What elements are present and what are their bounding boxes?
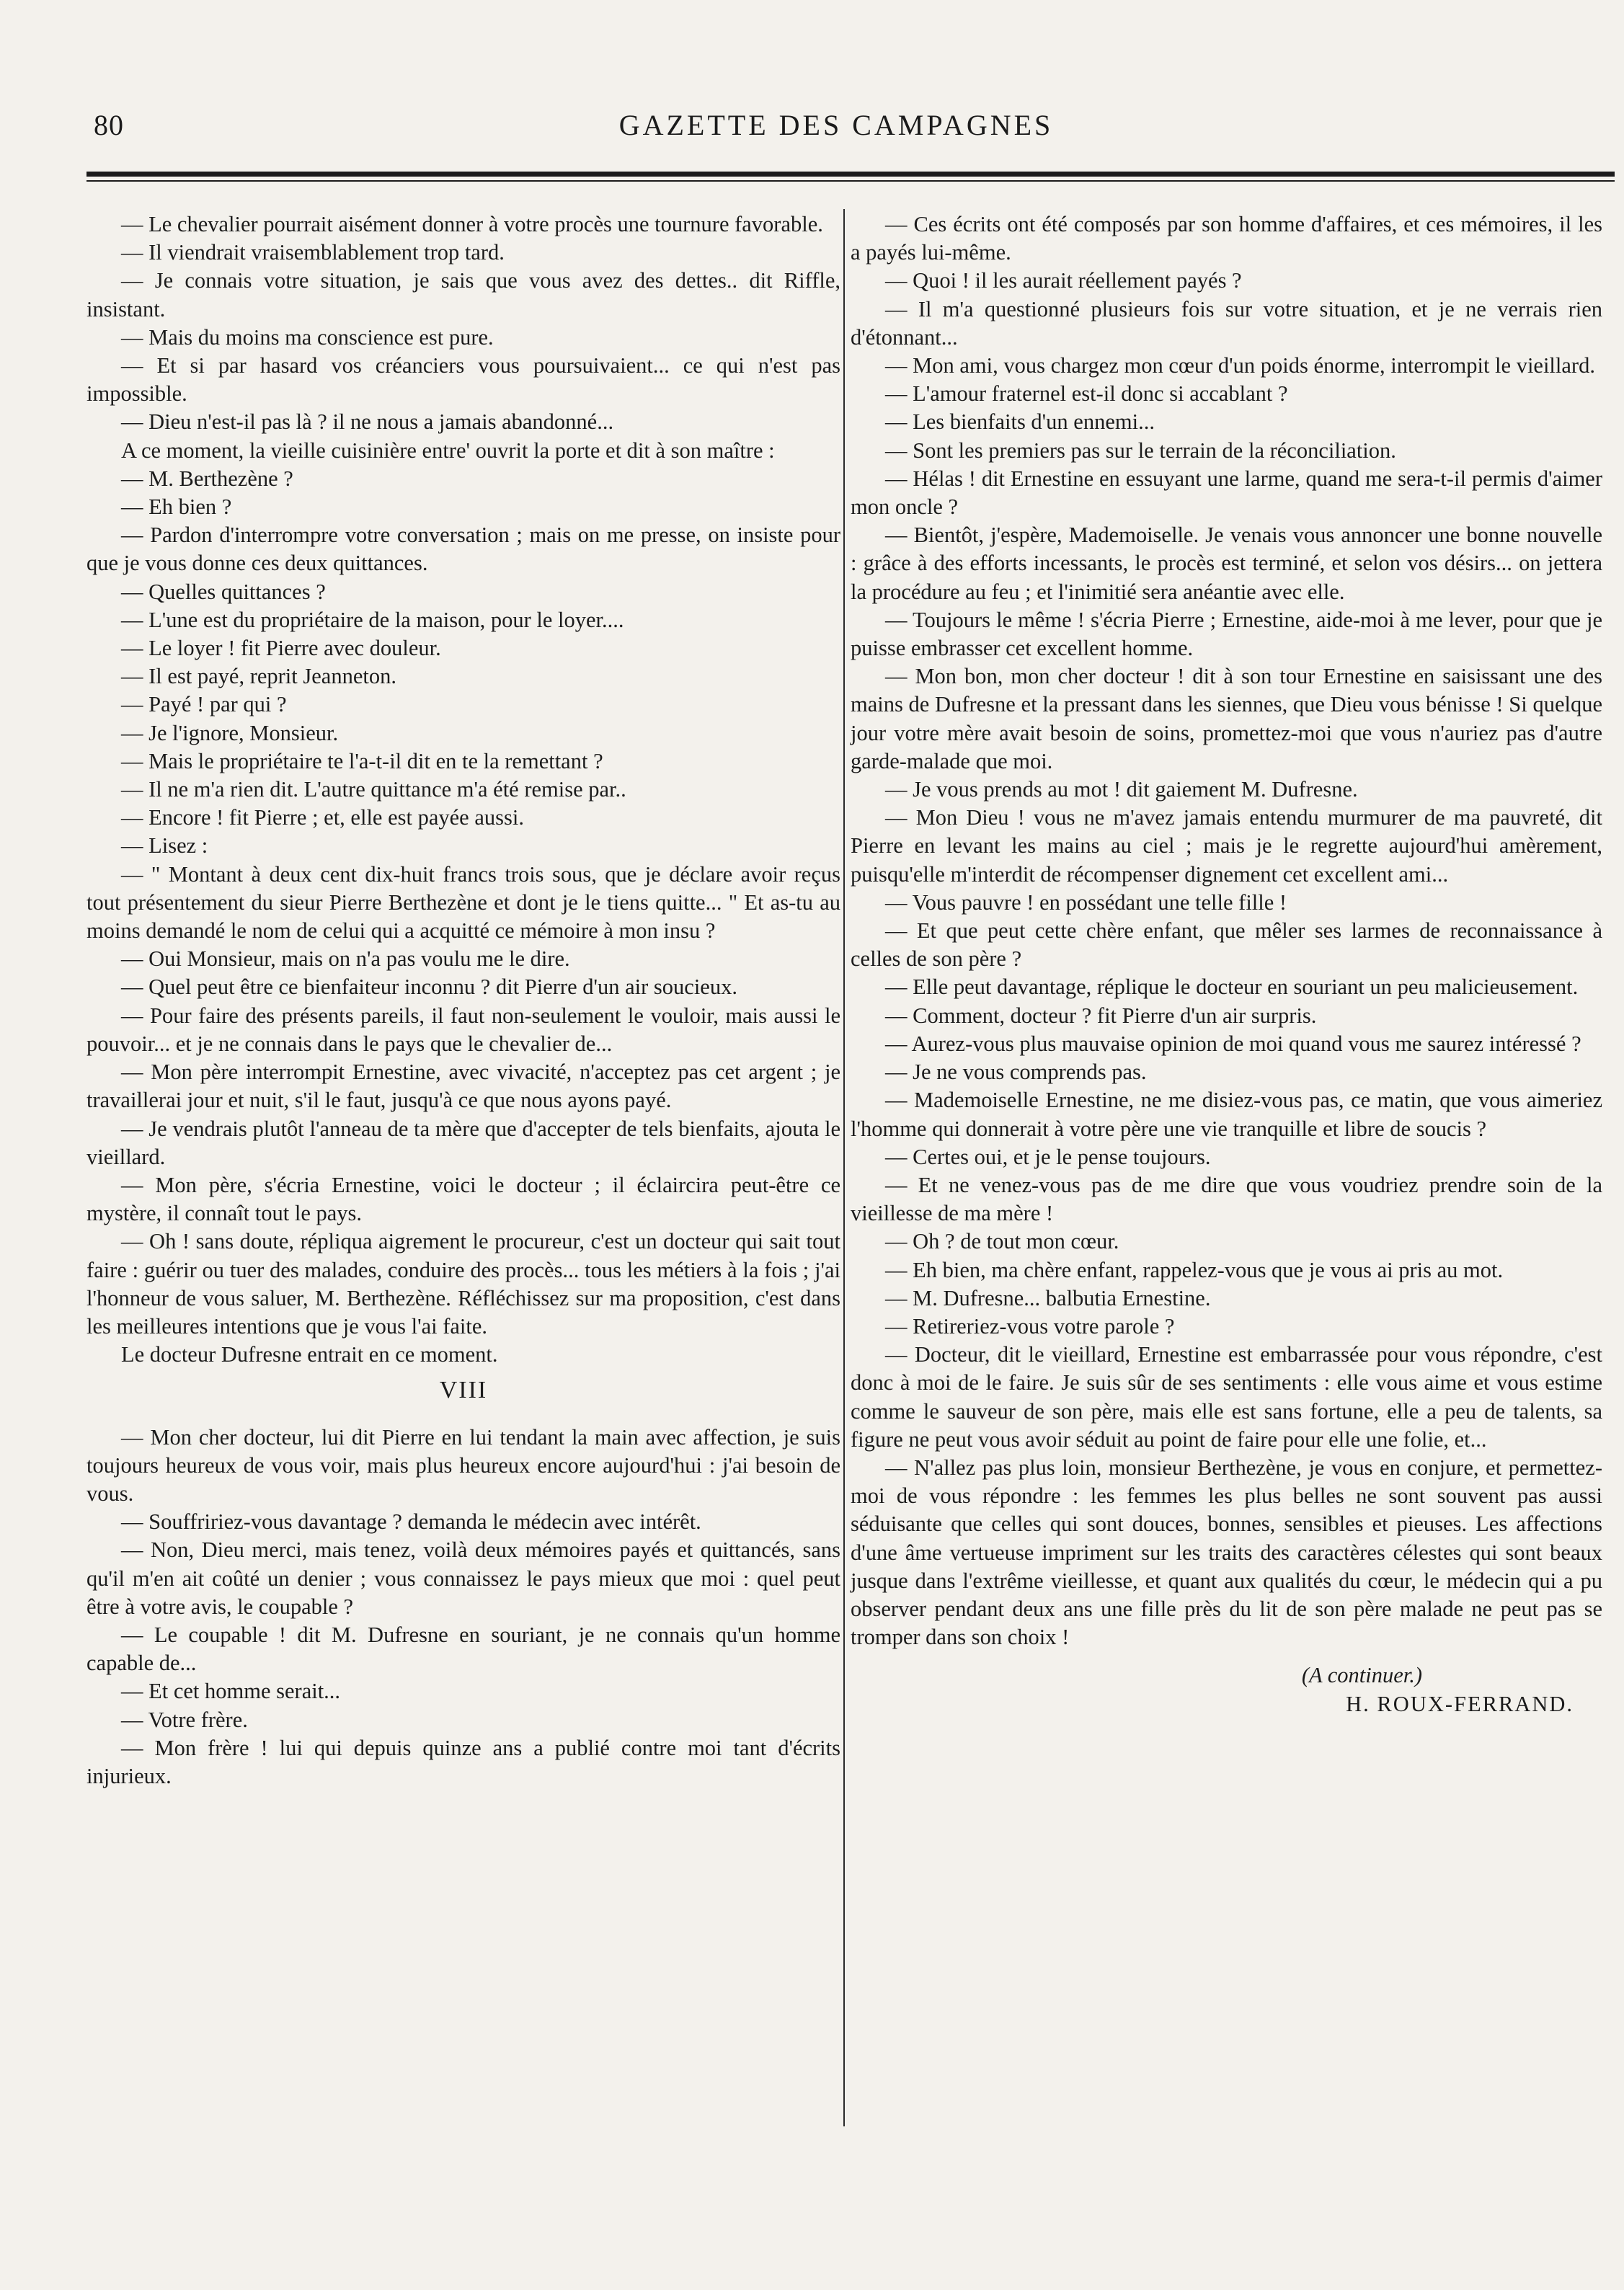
right-column <box>851 210 1602 1718</box>
paragraph: — L'une est du propriétaire de la maison, pour le loyer.... <box>121 607 624 632</box>
left-column-paragraphs <box>86 210 840 1369</box>
paragraph: — Docteur, dit le vieillard, Ernestine est embarrassée pour vous répondre, c'est donc à moi de le faire. Je suis sûr de ses sentiments : elle vous aime et vous estime comme le sauveur de son père, mais elle est sans fortune, elle a peu de talents, sa figure ne peut vous avoir séduit au point de faire pour elle une folie, et... <box>851 1342 1602 1452</box>
author-signature: H. ROUX-FERRAND. <box>1346 1691 1574 1716</box>
paragraph: — Mon Dieu ! vous ne m'avez jamais entendu murmurer de ma pauvreté, dit Pierre en levant les mains au ciel ; mais je le regrette aujourd'hui amèrement, puisqu'elle m'interdit de récompenser dignement cet excellent ami... <box>851 805 1602 887</box>
paragraph: — Mais du moins ma conscience est pure. <box>121 324 494 350</box>
paragraph: — Je connais votre situation, je sais que vous avez des dettes.. dit Riffle, insistant. <box>86 268 840 321</box>
paragraph: — Mademoiselle Ernestine, ne me disiez-vous pas, ce matin, que vous aimeriez l'homme qui donnerait à votre père une vie tranquille et libre de soucis ? <box>851 1088 1602 1141</box>
paragraph: — Eh bien, ma chère enfant, rappelez-vous que je vous ai pris au mot. <box>885 1257 1504 1282</box>
paragraph: — Certes oui, et je le pense toujours. <box>885 1144 1211 1169</box>
paragraph: — Lisez : <box>121 833 208 858</box>
paragraph: — Je l'ignore, Monsieur. <box>121 720 339 745</box>
paragraph: — Pour faire des présents pareils, il faut non-seulement le vouloir, mais aussi le pouvoir... et je ne connais dans le pays que le chevalier de... <box>86 1003 840 1056</box>
paragraph: — Il est payé, reprit Jeanneton. <box>121 664 396 689</box>
paragraph: — Oh ! sans doute, répliqua aigrement le procureur, c'est un docteur qui sait tout faire : guérir ou tuer des malades, conduire des procès... tous les métiers à la fois ; j'ai l'honneur de vous saluer, M. Berthezène. Réfléchissez sur ma proposition, c'est dans les meilleures intentions que je vous l'ai faite. <box>86 1229 840 1339</box>
paragraph: — Payé ! par qui ? <box>121 692 287 717</box>
paragraph: — Quoi ! il les aurait réellement payés ? <box>885 268 1242 293</box>
paragraph: — L'amour fraternel est-il donc si accablant ? <box>885 381 1288 407</box>
paragraph: — Retireriez-vous votre parole ? <box>885 1313 1175 1339</box>
paragraph: — Mon bon, mon cher docteur ! dit à son tour Ernestine en saisissant une des mains de Dufresne et la pressant dans les siennes, que Dieu vous bénisse ! Si quelque jour votre mère avait besoin de soins, promettez-moi que vous n'auriez pas d'autre garde-malade que moi. <box>851 664 1602 773</box>
paragraph: — Toujours le même ! s'écria Pierre ; Ernestine, aide-moi à me lever, pour que je puisse embrasser cet excellent homme. <box>851 607 1602 661</box>
paragraph: — Non, Dieu merci, mais tenez, voilà deux mémoires payés et quittancés, sans qu'il m'en ait coûté un denier ; vous connaissez le pays mieux que moi : quel peut être à votre avis, le coupable ? <box>86 1537 840 1619</box>
paragraph: A ce moment, la vieille cuisinière entre' ouvrit la porte et dit à son maître : <box>121 438 775 463</box>
paragraph: — Votre frère. <box>121 1707 248 1732</box>
paragraph: — Et que peut cette chère enfant, que mêler ses larmes de reconnaissance à celles de son père ? <box>851 918 1602 972</box>
paragraph: — Le coupable ! dit M. Dufresne en souriant, je ne connais qu'un homme capable de... <box>86 1622 840 1676</box>
paragraph: — Il ne m'a rien dit. L'autre quittance m'a été remise par.. <box>121 777 626 802</box>
page-number: 80 <box>94 109 124 141</box>
header-rule-thin <box>86 180 1615 182</box>
paragraph: — Sont les premiers pas sur le terrain de la réconciliation. <box>885 438 1396 463</box>
continuation-note: (A continuer.) <box>1301 1663 1422 1688</box>
paragraph: — Il viendrait vraisemblablement trop tard. <box>121 240 505 265</box>
paragraph: — Comment, docteur ? fit Pierre d'un air surpris. <box>885 1003 1317 1028</box>
paragraph: Le docteur Dufresne entrait en ce moment. <box>121 1342 498 1367</box>
paragraph: — Mon père, s'écria Ernestine, voici le docteur ; il éclaircira peut-être ce mystère, il connaît tout le pays. <box>86 1172 840 1226</box>
paragraph: — Hélas ! dit Ernestine en essuyant une larme, quand me sera-t-il permis d'aimer mon oncle ? <box>851 466 1602 520</box>
paragraph: — Mon frère ! lui qui depuis quinze ans a publié contre moi tant d'écrits injurieux. <box>86 1735 840 1788</box>
paragraph: — Et si par hasard vos créanciers vous poursuivaient... ce qui n'est pas impossible. <box>86 353 840 407</box>
paragraph: — M. Dufresne... balbutia Ernestine. <box>885 1285 1211 1310</box>
paragraph: — N'allez pas plus loin, monsieur Berthezène, je vous en conjure, et permettez-moi de vous répondre : les femmes les plus belles ne sont souvent pas aussi séduisante que celles qui sont douces, bonnes, sensibles et pieuses. Les affections d'une âme vertueuse impriment sur les traits des caractères célestes qui sont beaux jusque dans l'extrême vieillesse, et quant aux qualités du cœur, le médecin qui a pu observer pendant deux ans une fille près du lit de son père malade ne peut pas se tromper dans son choix ! <box>851 1455 1602 1650</box>
paragraph: — Je ne vous comprends pas. <box>885 1060 1147 1085</box>
paragraph: — Mon cher docteur, lui dit Pierre en lui tendant la main avec affection, je suis toujours heureux de vous voir, mais plus heureux encore aujourd'hui : j'ai besoin de vous. <box>86 1424 840 1506</box>
column-divider <box>843 209 845 2126</box>
paragraph: — Les bienfaits d'un ennemi... <box>885 409 1155 435</box>
paragraph: — Encore ! fit Pierre ; et, elle est payée aussi. <box>121 805 524 830</box>
paragraph: — Je vous prends au mot ! dit gaiement M. Dufresne. <box>885 777 1358 802</box>
paragraph: — Et cet homme serait... <box>121 1679 341 1704</box>
header-rule-thick <box>86 172 1615 177</box>
paragraph: — Le loyer ! fit Pierre avec douleur. <box>121 636 441 661</box>
paragraph: — Mon ami, vous chargez mon cœur d'un poids énorme, interrompit le vieillard. <box>885 353 1595 378</box>
paragraph: — Il m'a questionné plusieurs fois sur votre situation, et je ne verrais rien d'étonnant... <box>851 296 1602 350</box>
paragraph: — Ces écrits ont été composés par son homme d'affaires, et ces mémoires, il les a payés lui-même. <box>851 212 1602 265</box>
paragraph: — Et ne venez-vous pas de me dire que vous voudriez prendre soin de la vieillesse de ma mère ! <box>851 1172 1602 1226</box>
paragraph: — Souffririez-vous davantage ? demanda le médecin avec intérêt. <box>121 1509 701 1535</box>
paragraph: — " Montant à deux cent dix-huit francs trois sous, que je déclare avoir reçus tout présentement du sieur Pierre Berthezène et dont je le tiens quitte... " Et as-tu au moins demandé le nom de celui qui a acquitté ce mémoire à mon insu ? <box>86 861 840 944</box>
paragraph: — Pardon d'interrompre votre conversation ; mais on me presse, on insiste pour que je vous donne ces deux quittances. <box>86 523 840 576</box>
paragraph: — Quel peut être ce bienfaiteur inconnu ? dit Pierre d'un air soucieux. <box>121 975 737 1000</box>
paragraph: — M. Berthezène ? <box>121 466 293 491</box>
paragraph: — Mon père interrompit Ernestine, avec vivacité, n'acceptez pas cet argent ; je travaillerai jour et nuit, s'il le faut, jusqu'à ce que nous ayons payé. <box>86 1060 840 1113</box>
paragraph: — Oh ? de tout mon cœur. <box>885 1229 1119 1254</box>
page-header <box>86 108 1586 159</box>
paragraph: — Elle peut davantage, réplique le docteur en souriant un peu malicieusement. <box>885 975 1579 1000</box>
paragraph: — Le chevalier pourrait aisément donner à votre procès une tournure favorable. <box>121 212 823 236</box>
section-heading: VIII <box>439 1377 488 1404</box>
right-column-paragraphs <box>851 210 1602 1651</box>
left-column-paragraphs-after <box>86 1424 840 1791</box>
paragraph: — Quelles quittances ? <box>121 579 326 604</box>
paragraph: — Dieu n'est-il pas là ? il ne nous a jamais abandonné... <box>121 409 614 435</box>
paragraph: — Eh bien ? <box>121 494 232 520</box>
paragraph: — Vous pauvre ! en possédant une telle fille ! <box>885 889 1287 915</box>
paragraph: — Je vendrais plutôt l'anneau de ta mère que d'accepter de tels bienfaits, ajouta le vieillard. <box>86 1116 840 1169</box>
paragraph: — Aurez-vous plus mauvaise opinion de moi quand vous me saurez intéressé ? <box>885 1031 1581 1056</box>
paragraph: — Mais le propriétaire te l'a-t-il dit en te la remettant ? <box>121 748 603 773</box>
left-column <box>86 210 840 1790</box>
journal-title: GAZETTE DES CAMPAGNES <box>618 109 1054 141</box>
paragraph: — Oui Monsieur, mais on n'a pas voulu me le dire. <box>121 946 570 972</box>
paragraph: — Bientôt, j'espère, Mademoiselle. Je venais vous annoncer une bonne nouvelle : grâce à des efforts incessants, le procès est terminé, et selon vos désirs... on jettera la procédure au feu ; et l'inimitié sera anéantie avec elle. <box>851 523 1602 604</box>
